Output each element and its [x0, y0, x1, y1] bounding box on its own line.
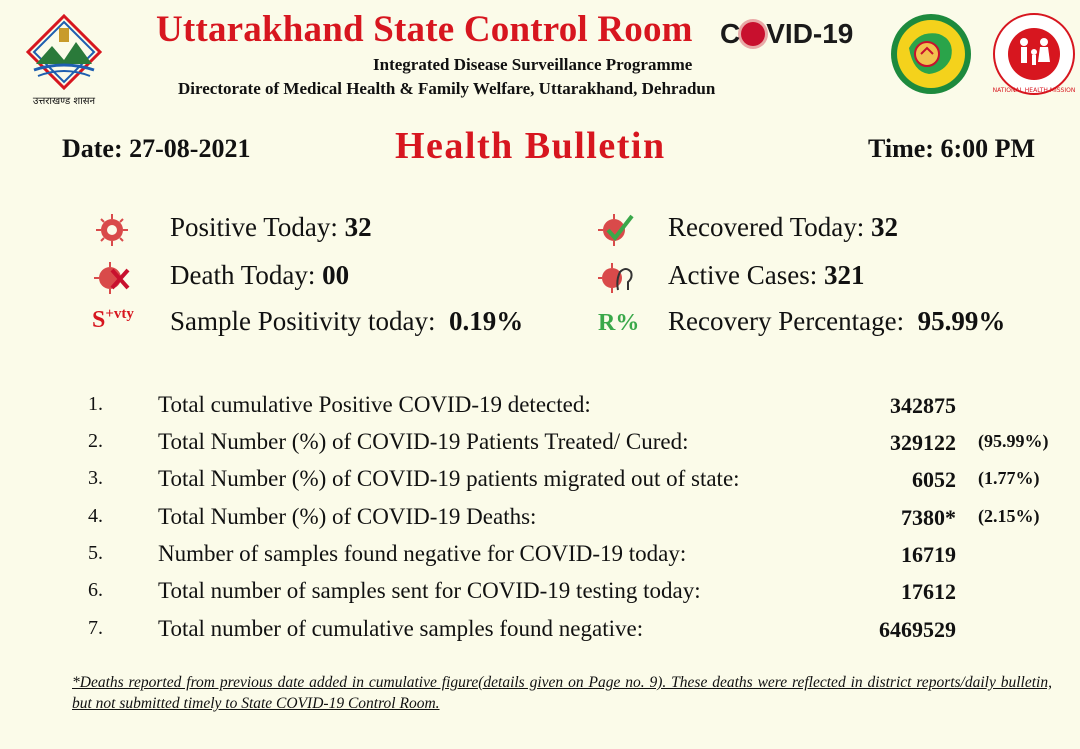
row-label: Total number of samples sent for COVID-19 testing today: — [158, 578, 701, 603]
nhm-logo-text: NATIONAL HEALTH MISSION — [992, 87, 1076, 94]
row-value: 16719 — [901, 542, 956, 567]
death-label: Death Today: — [170, 260, 316, 290]
row-number: 6. — [88, 579, 103, 601]
row-label: Total Number (%) of COVID-19 Patients Treated/ Cured: — [158, 429, 689, 454]
death-value: 00 — [322, 260, 350, 290]
row-value: 6469529 — [879, 617, 956, 642]
positive-label: Positive Today: — [170, 212, 338, 242]
row-value: 6052 — [912, 467, 956, 492]
virus-icon — [741, 22, 765, 46]
bulletin-title: Health Bulletin — [395, 125, 666, 167]
state-emblem-icon — [24, 12, 104, 107]
virus-cross-icon — [94, 260, 130, 296]
recovered-value: 32 — [871, 212, 899, 242]
idsp-logo-icon — [889, 12, 973, 96]
row-value: 329122 — [890, 430, 956, 455]
recovery-percentage-icon: R% — [598, 310, 640, 336]
active-value: 321 — [823, 260, 865, 290]
covid-suffix: VID-19 — [766, 18, 854, 49]
row-value: 7380* — [901, 505, 956, 530]
recovery-label: Recovery Percentage: — [668, 306, 905, 336]
subtitle-programme: Integrated Disease Surveillance Programme — [373, 55, 693, 74]
sample-label: Sample Positivity today: — [170, 306, 436, 336]
virus-person-icon — [598, 260, 634, 296]
virus-check-icon — [598, 212, 634, 248]
row-number: 1. — [88, 393, 103, 415]
sample-positivity — [170, 306, 523, 337]
subtitle-directorate: Directorate of Medical Health & Family Welfare, Uttarakhand, Dehradun — [178, 79, 716, 98]
state-logo-caption: उत्तराखण्ड शासन — [32, 96, 96, 107]
row-label: Total Number (%) of COVID-19 Deaths: — [158, 504, 537, 529]
recovered-today — [668, 212, 898, 243]
row-value: 17612 — [901, 579, 956, 604]
death-today — [170, 260, 349, 291]
row-label: Total Number (%) of COVID-19 patients migrated out of state: — [158, 466, 740, 491]
covid-prefix: C — [720, 18, 741, 49]
bulletin-time: Time: 6:00 PM — [868, 134, 1036, 163]
row-percent: (1.77%) — [978, 468, 1040, 488]
positive-value: 32 — [344, 212, 372, 242]
recovery-value: 95.99% — [917, 306, 1006, 336]
sample-icon-main: S — [92, 307, 106, 333]
active-cases — [668, 260, 864, 291]
row-number: 2. — [88, 430, 103, 452]
page-title: Uttarakhand State Control Room — [156, 9, 693, 50]
row-percent: (95.99%) — [978, 431, 1049, 451]
nhm-logo-icon — [992, 12, 1076, 96]
recovered-label: Recovered Today: — [668, 212, 865, 242]
recovery-percentage — [668, 306, 1005, 337]
row-label: Total number of cumulative samples found negative: — [158, 616, 644, 641]
row-number: 4. — [88, 505, 103, 527]
covid-wordmark — [720, 18, 853, 50]
row-number: 5. — [88, 542, 103, 564]
row-value: 342875 — [890, 393, 956, 418]
bulletin-date: Date: 27-08-2021 — [62, 134, 251, 163]
row-label: Number of samples found negative for COVID-19 today: — [158, 541, 687, 566]
sample-icon-sup: +vty — [105, 306, 134, 322]
sample-positivity-icon — [92, 306, 134, 334]
row-label: Total cumulative Positive COVID-19 detected: — [158, 392, 591, 417]
active-label: Active Cases: — [668, 260, 818, 290]
sample-value: 0.19% — [449, 306, 524, 336]
positive-today — [170, 212, 372, 243]
footnote: *Deaths reported from previous date added in cumulative figure(details given on Page no. 9). These deaths were reflected in district reports/daily bulletin, but not submitted timely to State COVID-19 Control Room. — [72, 674, 1052, 712]
row-number: 3. — [88, 467, 103, 489]
row-percent: (2.15%) — [978, 506, 1040, 526]
row-number: 7. — [88, 617, 103, 639]
virus-icon — [94, 212, 130, 248]
